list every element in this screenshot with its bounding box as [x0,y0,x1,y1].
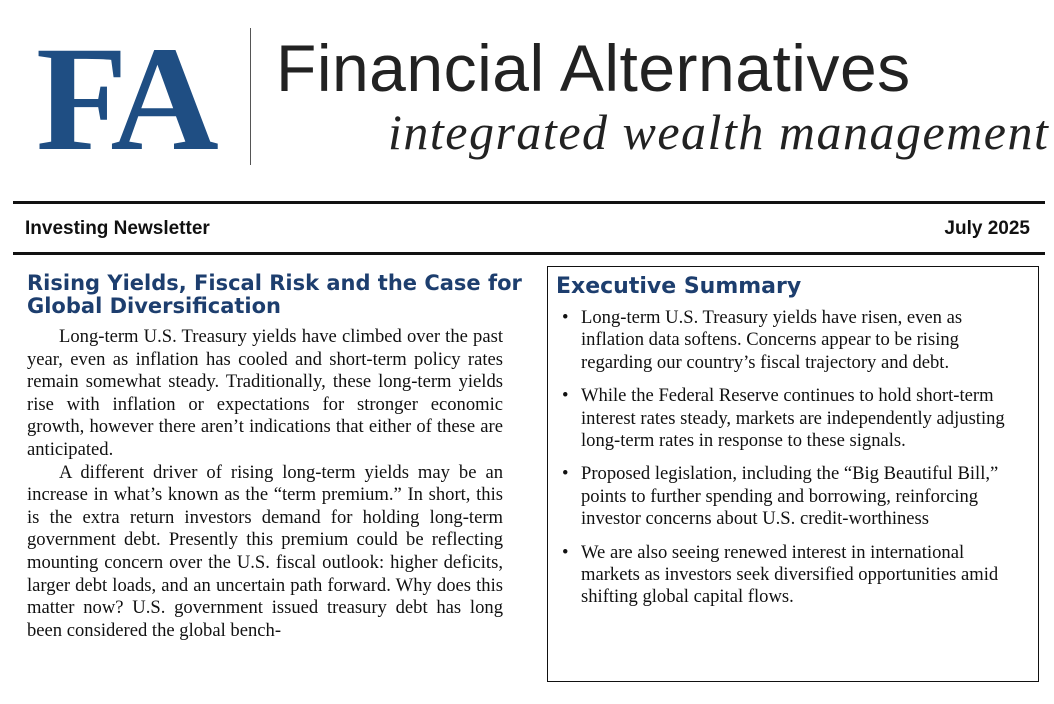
bullet-icon: • [562,385,569,407]
summary-item [556,463,1026,530]
article-paragraph: A different driver of rising long-term yields may be an increase in what’s known as the “term premium.” In short, this is the extra return investors demand for holding long-term government debt. Presently this premium could be reflecting mounting concern over the U.S. fiscal outlook: higher deficits, larger debt loads, and an uncertain path forward. Why does this matter now? U.S. government issued treasury debt has long been considered the global bench- [27,461,503,641]
article-paragraph: Long-term U.S. Treasury yields have climbed over the past year, even as inflation has cooled and short-term policy rates remain somewhat steady. Traditionally, these long-term yields rise with inflation or expectations for stronger economic growth, however there aren’t indications that either of these are anticipated. [27,326,503,460]
header-rule-bottom [13,252,1045,255]
summary-item-text: Long-term U.S. Treasury yields have risen, even as inflation data softens. Concerns appear to be rising regarding our country’s fiscal trajectory and debt. [581,307,963,373]
header-rule-top [13,201,1045,204]
executive-summary-box [547,266,1039,682]
summary-item-text: Proposed legislation, including the “Big Beautiful Bill,” points to further spending and borrowing, reinforcing investor concerns about U.S. credit-worthiness [581,463,999,530]
bullet-icon: • [562,307,569,328]
summary-item [556,542,1026,609]
fa-logo: FA [36,16,213,182]
executive-summary-list [556,307,1030,609]
summary-item [556,385,1026,452]
summary-item-text: We are also seeing renewed interest in international markets as investors seek diversified opportunities amid shifting global capital flows. [581,541,999,608]
summary-item-text: While the Federal Reserve continues to hold short-term interest rates steady, markets are independently adjusting long-term rates in response to these signals. [581,385,1005,452]
newsletter-date: July 2025 [944,218,1030,239]
newsletter-label: Investing Newsletter [25,218,210,239]
article-body [27,326,503,704]
bullet-icon: • [562,541,569,563]
summary-item [556,307,1026,374]
article-title: Rising Yields, Fiscal Risk and the Case for Global Diversification [27,271,522,318]
logo-divider [250,28,251,165]
executive-summary-title: Executive Summary [556,274,802,299]
brand-tagline: integrated wealth management [388,104,1050,160]
bullet-icon: • [562,463,569,485]
brand-name: Financial Alternatives [276,31,911,105]
